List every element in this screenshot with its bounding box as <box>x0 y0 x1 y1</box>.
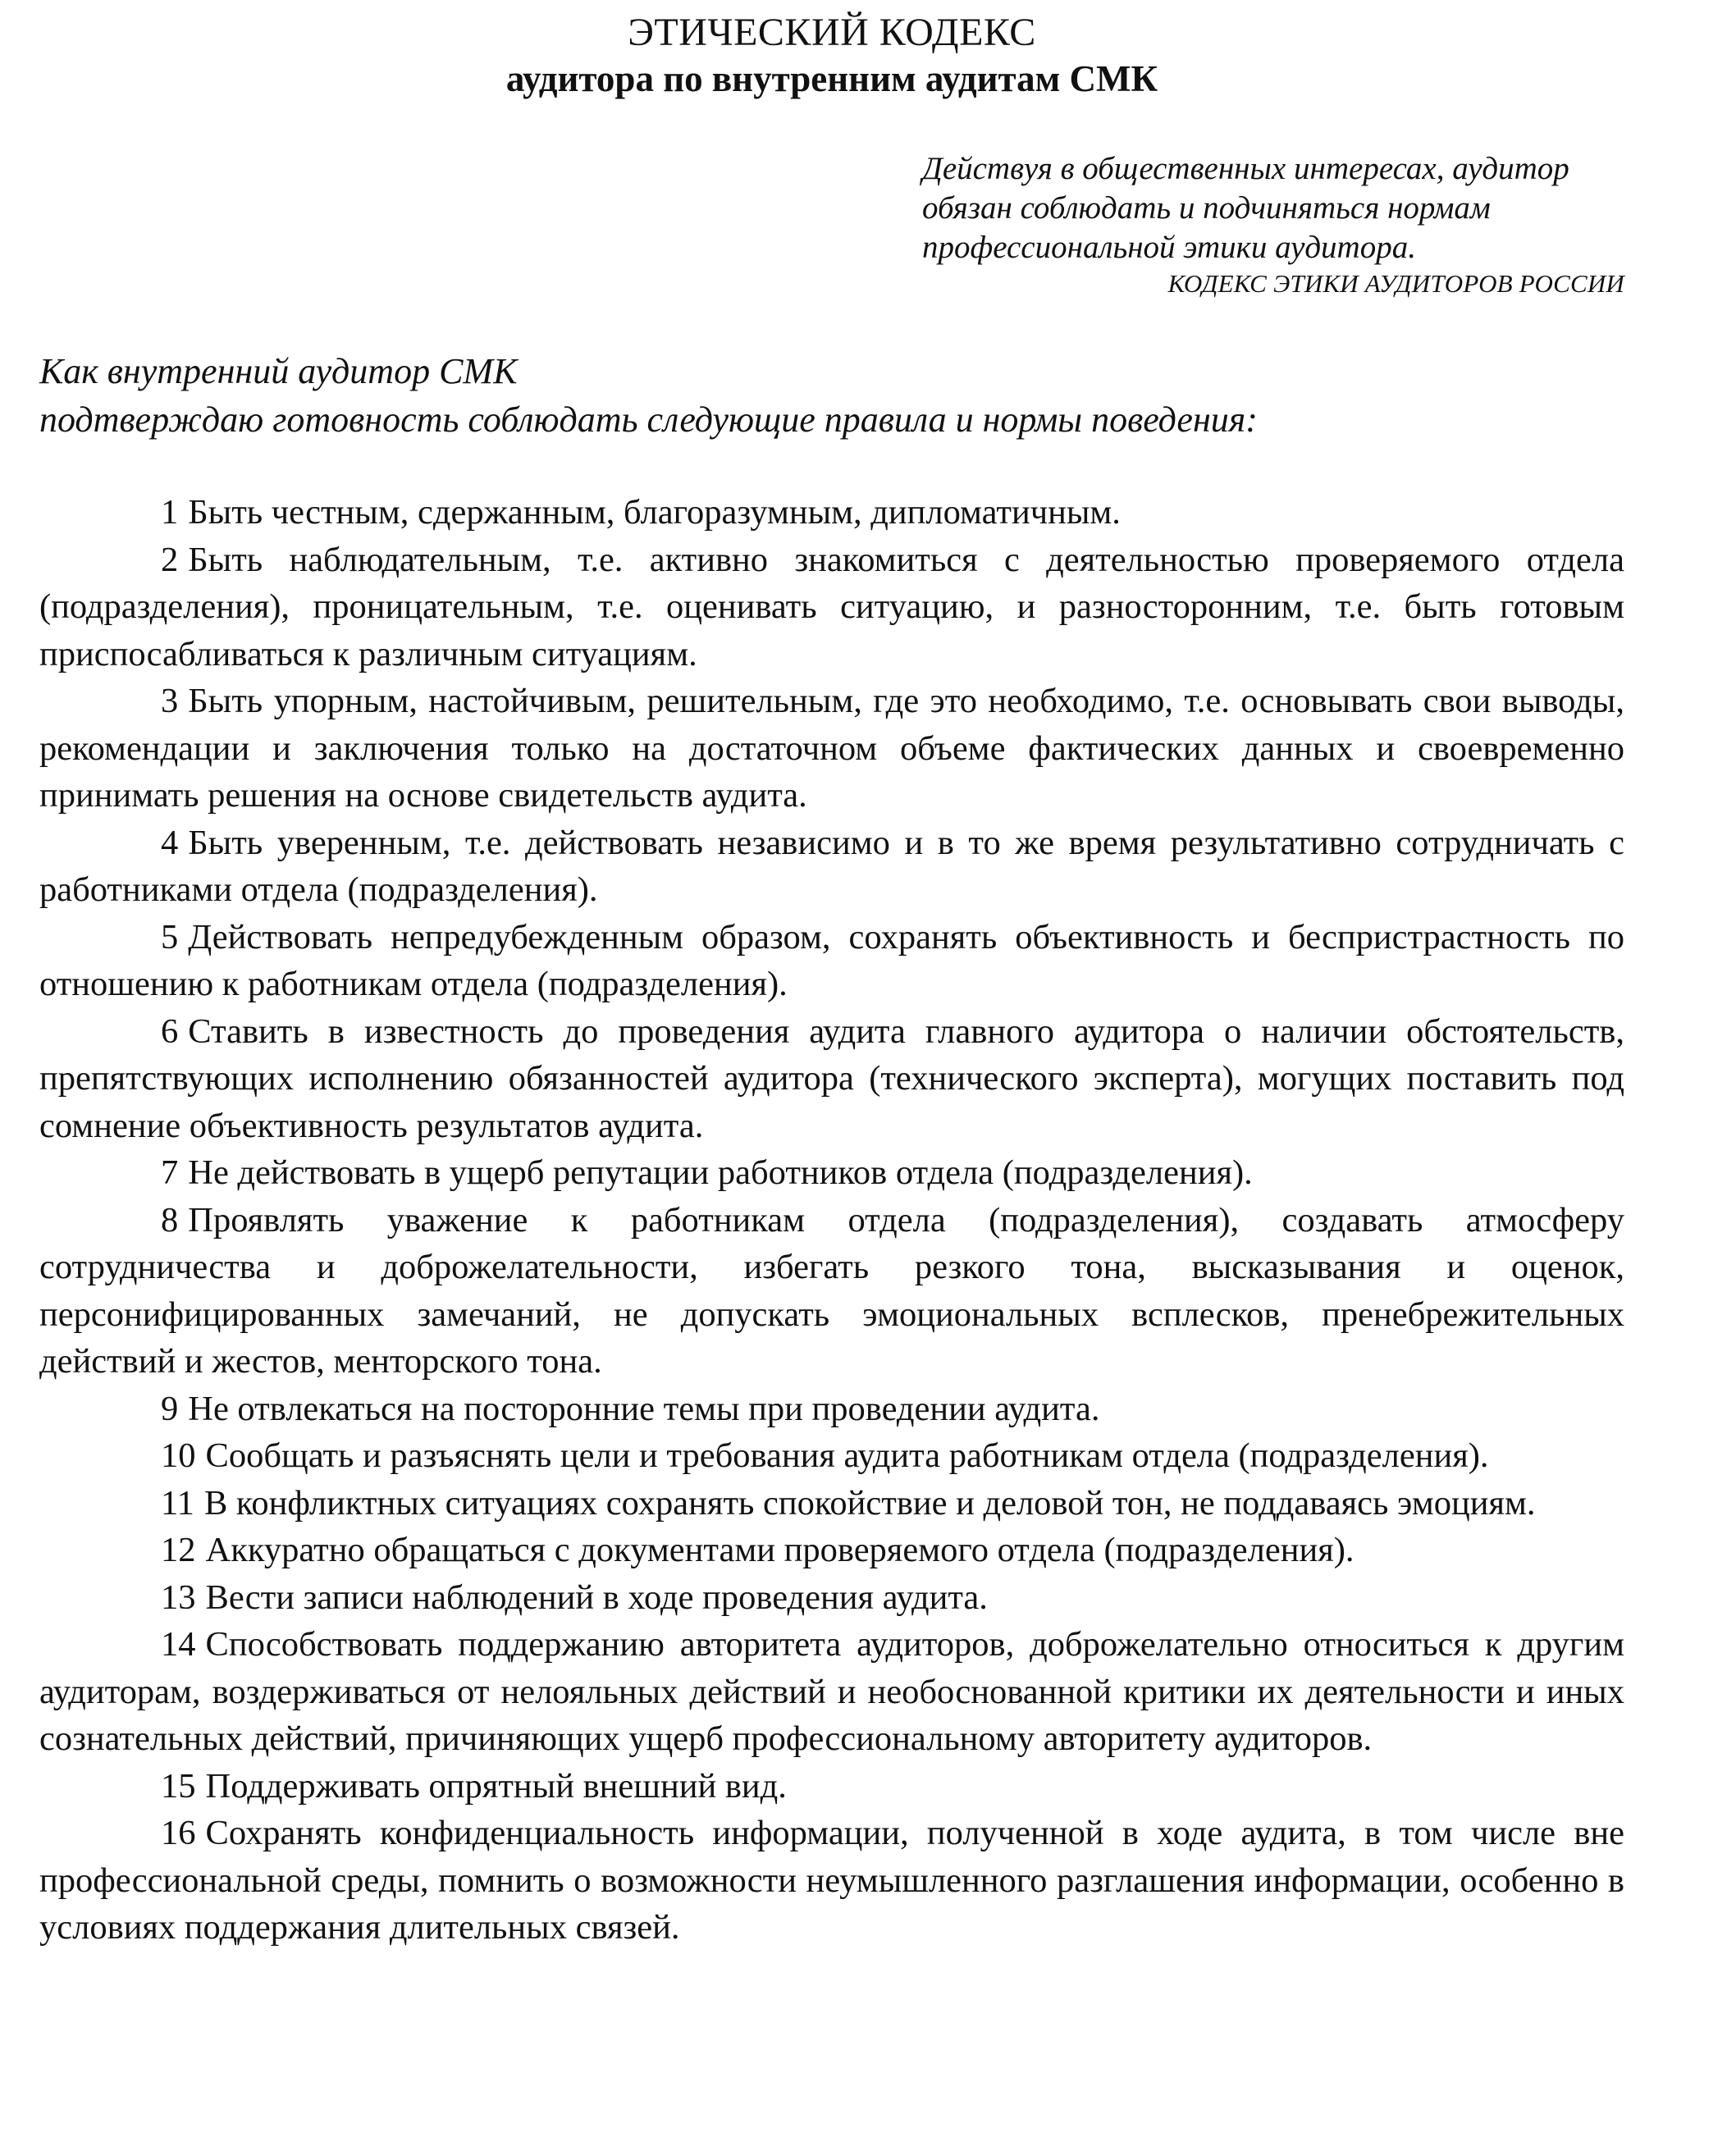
rule-number: 1 <box>161 493 179 532</box>
rule-text: Действовать непредубежденным образом, сохранять объективность и беспристрастность по отношению к работникам отдела (подразделения). <box>39 917 1624 1003</box>
intro-line: подтверждаю готовность соблюдать следующие правила и нормы поведения: <box>39 399 1258 440</box>
rule-text: Проявлять уважение к работникам отдела (подразделения), создавать атмосферу сотрудничества и доброжелательности, избегать резкого тона, высказывания и оценок, персонифицированных замечаний, не допускать эмоциональных всплесков, пренебрежительных действий и жестов, менторского тона. <box>39 1200 1624 1381</box>
rule-number: 2 <box>161 540 179 579</box>
rule-number: 3 <box>161 682 179 720</box>
epigraph-source: КОДЕКС ЭТИКИ АУДИТОРОВ РОССИИ <box>1167 269 1624 298</box>
rule-item <box>39 1008 1624 1150</box>
rule-text: Сообщать и разъяснять цели и требования аудита работникам отдела (подразделения). <box>205 1436 1489 1475</box>
rule-text: Поддерживать опрятный внешний вид. <box>205 1766 787 1806</box>
rule-item <box>39 820 1624 914</box>
rule-number: 6 <box>161 1011 179 1051</box>
rule-number: 12 <box>161 1531 196 1569</box>
rule-item <box>39 1810 1624 1952</box>
rule-text: Вести записи наблюдений в ходе проведения аудита. <box>205 1577 988 1617</box>
intro-statement <box>39 347 1624 444</box>
rule-number: 8 <box>161 1200 179 1240</box>
document-page <box>39 0 1624 1947</box>
rule-number: 13 <box>161 1577 196 1617</box>
rule-item <box>39 1763 1624 1810</box>
rule-text: Не отвлекаться на посторонние темы при проведении аудита. <box>188 1389 1100 1428</box>
intro-line: Как внутренний аудитор СМК <box>39 351 518 391</box>
rule-text: В конфликтных ситуациях сохранять спокойствие и деловой тон, не поддаваясь эмоциям. <box>203 1483 1536 1523</box>
rule-number: 14 <box>161 1625 196 1664</box>
rule-text: Способствовать поддержанию авторитета аудиторов, доброжелательно относиться к другим аудиторам, воздерживаться от нелояльных действий и необоснованной критики их деятельности и иных сознательных действий, причиняющих ущерб профессиональному авторитету аудиторов. <box>39 1625 1624 1758</box>
rules-list <box>39 489 1624 1952</box>
rule-item <box>39 1197 1624 1386</box>
rule-text: Быть честным, сдержанным, благоразумным, дипломатичным. <box>188 493 1121 532</box>
rule-text: Ставить в известность до проведения аудита главного аудитора о наличии обстоятельств, препятствующих исполнению обязанностей аудитора (технического эксперта), могущих поставить под сомнение объективность результатов аудита. <box>39 1011 1624 1145</box>
rule-number: 7 <box>161 1153 179 1192</box>
epigraph-line: Действуя в общественных интересах, аудитор <box>922 151 1569 186</box>
rule-item <box>39 1480 1624 1527</box>
rule-item <box>39 1149 1624 1197</box>
rule-number: 11 <box>161 1483 194 1523</box>
rule-item <box>39 678 1624 820</box>
rule-text: Быть уверенным, т.е. действовать независимо и в то же время результативно сотрудничать с работниками отдела (подразделения). <box>39 823 1624 909</box>
rule-text: Сохранять конфиденциальность информации, полученной в ходе аудита, в том числе вне профессиональной среды, помнить о возможности неумышленного разглашения информации, особенно в условиях поддержания длительных связей. <box>39 1814 1624 1947</box>
rule-number: 9 <box>161 1389 179 1428</box>
epigraph-line: профессиональной этики аудитора. <box>922 230 1416 265</box>
rule-number: 10 <box>161 1436 196 1475</box>
rule-item <box>39 1432 1624 1480</box>
rule-item <box>39 1527 1624 1574</box>
rule-item <box>39 489 1624 536</box>
rule-text: Не действовать в ущерб репутации работников отдела (подразделения). <box>188 1153 1253 1192</box>
rule-number: 15 <box>161 1766 196 1806</box>
document-subtitle: аудитора по внутренним аудитам СМК <box>505 58 1158 99</box>
rule-text: Быть упорным, настойчивым, решительным, где это необходимо, т.е. основывать свои выводы, рекомендации и заключения только на достаточном объеме фактических данных и своевременно принимать решения на основе свидетельств аудита. <box>39 682 1624 815</box>
rule-number: 4 <box>161 823 179 862</box>
rule-item <box>39 1574 1624 1622</box>
rule-item <box>39 914 1624 1008</box>
rule-item <box>39 1386 1624 1433</box>
document-title: ЭТИЧЕСКИЙ КОДЕКС <box>628 11 1036 54</box>
rule-item <box>39 1621 1624 1763</box>
epigraph-line: обязан соблюдать и подчиняться нормам <box>922 190 1491 226</box>
rule-item <box>39 536 1624 678</box>
rule-text: Аккуратно обращаться с документами проверяемого отдела (подразделения). <box>205 1531 1355 1569</box>
rule-number: 5 <box>161 917 179 957</box>
rule-number: 16 <box>161 1814 196 1852</box>
rule-text: Быть наблюдательным, т.е. активно знакомиться с деятельностью проверяемого отдела (подразделения), проницательным, т.е. оценивать ситуацию, и разносторонним, т.е. быть готовым приспосабливаться к различным ситуациям. <box>39 540 1624 673</box>
epigraph <box>922 149 1624 300</box>
